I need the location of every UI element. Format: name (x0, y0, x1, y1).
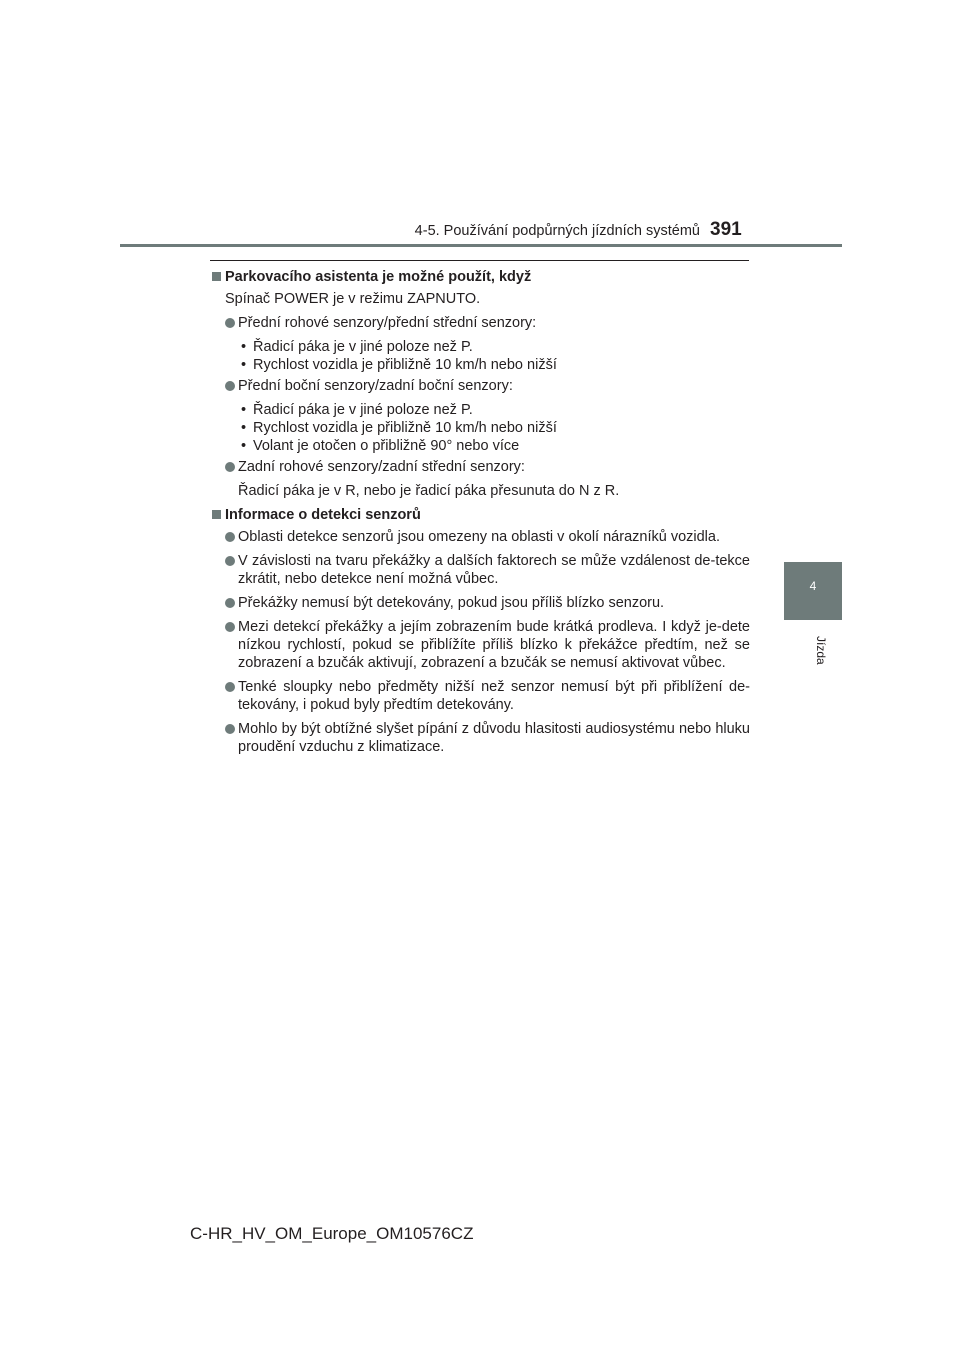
page-number: 391 (710, 219, 742, 240)
sub-list-item: • Řadicí páka je v jiné poloze než P. (241, 339, 473, 355)
circle-bullet-icon (225, 318, 235, 328)
chapter-tab-number: 4 (809, 579, 817, 593)
list-item: Mezi detekcí překážky a jejím zobrazením bude krátká prodleva. I když je-dete nízkou rychlostí, pokud se přiblížíte příliš blízko k překážce předtím, než se zobrazení a bzučák aktivují, zobrazení a bzučák se nemusí aktivovat vůbec. (212, 618, 750, 672)
sub-list-item: • Rychlost vozidla je přibližně 10 km/h nebo nižší (241, 357, 557, 373)
sub-list (212, 338, 750, 374)
intro-text: Spínač POWER je v režimu ZAPNUTO. (225, 291, 481, 307)
circle-bullet-icon (225, 381, 235, 391)
dot-bullet-icon: • (241, 438, 247, 454)
sub-list-item: • Rychlost vozidla je přibližně 10 km/h nebo nižší (241, 420, 557, 436)
list-item: V závislosti na tvaru překážky a dalších faktorech se může vzdálenost de-tekce zkrátit, nebo detekce není možná vůbec. (212, 552, 750, 588)
circle-bullet-icon (225, 462, 235, 472)
list-item-body: Řadicí páka je v R, nebo je řadicí páka přesunuta do N z R. (238, 483, 620, 499)
list-item: Přední boční senzory/zadní boční senzory: (212, 377, 750, 395)
dot-bullet-icon: • (241, 420, 247, 436)
content-rule (210, 260, 749, 261)
circle-bullet-icon (225, 682, 235, 692)
circle-bullet-icon (225, 598, 235, 608)
square-bullet-icon (212, 272, 221, 281)
list-item: Oblasti detekce senzorů jsou omezeny na oblasti v okolí nárazníků vozidla. (212, 528, 750, 546)
dot-bullet-icon: • (241, 339, 247, 355)
main-content (212, 268, 750, 762)
header-title: 4-5. Používání podpůrných jízdních systémů (414, 223, 700, 239)
section-parking-assist-conditions (212, 268, 750, 500)
circle-bullet-icon (225, 532, 235, 542)
sub-list (212, 401, 750, 455)
chapter-tab-label: Jízda (814, 636, 828, 665)
list-item: Mohlo by být obtížné slyšet pípání z důvodu hlasitosti audiosystému nebo hluku proudění vzduchu z klimatizace. (212, 720, 750, 756)
list-item: Překážky nemusí být detekovány, pokud jsou příliš blízko senzoru. (212, 594, 750, 612)
section-heading: Informace o detekci senzorů (212, 506, 750, 524)
circle-bullet-icon (225, 556, 235, 566)
circle-bullet-icon (225, 724, 235, 734)
square-bullet-icon (212, 510, 221, 519)
section-heading: Parkovacího asistenta je možné použít, když (212, 268, 750, 286)
sub-list-item: • Řadicí páka je v jiné poloze než P. (241, 402, 473, 418)
dot-bullet-icon: • (241, 357, 247, 373)
dot-bullet-icon: • (241, 402, 247, 418)
circle-bullet-icon (225, 622, 235, 632)
section-sensor-detection-info (212, 506, 750, 756)
header-rule (120, 244, 842, 247)
sub-list-item: • Volant je otočen o přibližně 90° nebo více (241, 438, 520, 454)
list-item: Přední rohové senzory/přední střední senzory: (212, 314, 750, 332)
list-item: Zadní rohové senzory/zadní střední senzory: (212, 458, 750, 476)
list-item: Tenké sloupky nebo předměty nižší než senzor nemusí být při přiblížení de-tekovány, i pokud byly předtím detekovány. (212, 678, 750, 714)
footer-doc-id: C-HR_HV_OM_Europe_OM10576CZ (190, 1224, 474, 1243)
